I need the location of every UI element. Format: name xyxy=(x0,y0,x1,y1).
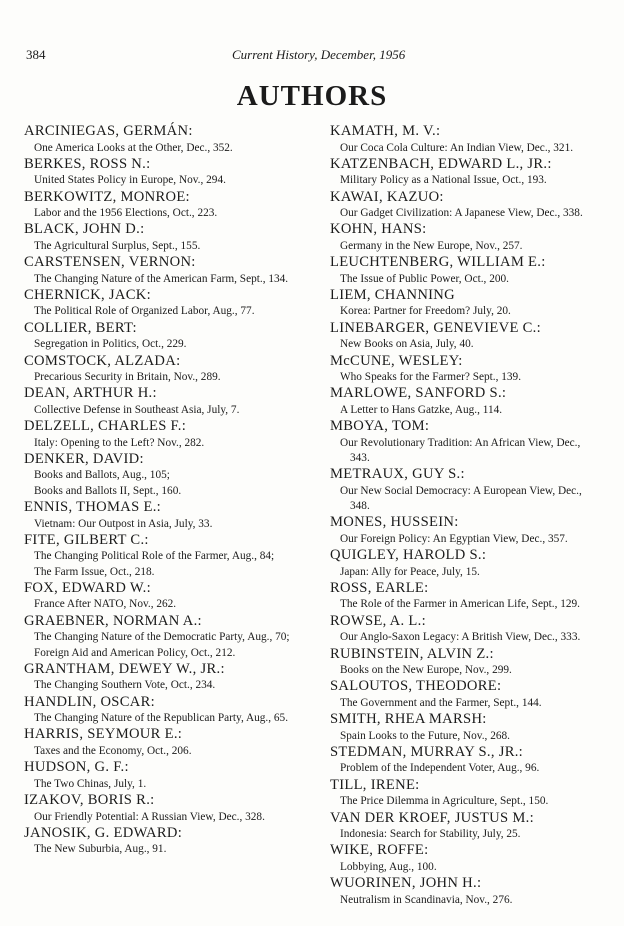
author-entry xyxy=(24,661,292,694)
article-citation: The Changing Nature of the Republican Party, Aug., 65. xyxy=(34,712,289,725)
author-entry xyxy=(24,580,292,613)
article-citation: Germany in the New Europe, Nov., 257. xyxy=(340,239,523,252)
author-entry xyxy=(330,613,598,646)
author-name: MONES, HUSSEIN: xyxy=(330,514,459,531)
article-citation: The Role of the Farmer in American Life, Sept., 129. xyxy=(340,598,580,611)
author-entry xyxy=(330,353,598,386)
author-entry xyxy=(24,694,292,727)
author-name: SMITH, RHEA MARSH: xyxy=(330,711,487,728)
author-entry xyxy=(330,777,598,810)
author-entry xyxy=(24,451,292,499)
author-entry xyxy=(330,254,598,287)
author-name: LINEBARGER, GENEVIEVE C.: xyxy=(330,319,541,336)
author-entry xyxy=(330,123,598,156)
author-entry xyxy=(24,189,292,222)
author-entry xyxy=(24,156,292,189)
article-citation: One America Looks at the Other, Dec., 352. xyxy=(34,141,233,154)
article-citation: Neutralism in Scandinavia, Nov., 276. xyxy=(340,893,513,906)
authors-column-right xyxy=(330,123,598,908)
author-entry xyxy=(24,792,292,825)
article-citation: A Letter to Hans Gatzke, Aug., 114. xyxy=(340,403,503,416)
author-entry xyxy=(330,466,598,514)
running-header xyxy=(0,44,624,66)
author-name: ROSS, EARLE: xyxy=(330,579,429,596)
article-citation: Spain Looks to the Future, Nov., 268. xyxy=(340,729,510,742)
article-citation: The Price Dilemma in Agriculture, Sept., 150. xyxy=(340,795,549,808)
article-citation: Military Policy as a National Issue, Oct., 193. xyxy=(340,174,547,187)
page-title: AUTHORS xyxy=(236,80,388,112)
author-name: QUIGLEY, HAROLD S.: xyxy=(330,547,487,564)
author-name: VAN DER KROEF, JUSTUS M.: xyxy=(330,809,534,826)
author-entry xyxy=(330,385,598,418)
author-entry xyxy=(24,353,292,386)
article-citation: Foreign Aid and American Policy, Oct., 212. xyxy=(34,646,236,659)
running-title: Current History, December, 1956 xyxy=(232,47,406,62)
author-name: DENKER, DAVID: xyxy=(24,450,144,467)
author-entry xyxy=(330,287,598,320)
author-entry xyxy=(330,189,598,222)
article-citation: Collective Defense in Southeast Asia, July, 7. xyxy=(34,403,240,416)
article-citation: France After NATO, Nov., 262. xyxy=(34,598,177,611)
article-citation: United States Policy in Europe, Nov., 294. xyxy=(34,174,226,187)
author-entry xyxy=(24,499,292,532)
author-name: FITE, GILBERT C.: xyxy=(24,531,149,548)
article-citation: The Agricultural Surplus, Sept., 155. xyxy=(34,239,201,252)
authors-column-left xyxy=(24,123,292,858)
author-name: SALOUTOS, THEODORE: xyxy=(330,678,502,695)
page-number: 384 xyxy=(26,47,46,62)
article-citation: Books on the New Europe, Nov., 299. xyxy=(340,664,512,677)
article-citation: Our Anglo-Saxon Legacy: A British View, Dec., 333. xyxy=(340,631,581,644)
author-entry xyxy=(330,547,598,580)
article-citation: Our Revolutionary Tradition: An African View, Dec., 343. xyxy=(340,436,581,464)
author-entry xyxy=(330,156,598,189)
article-citation: Our Coca Cola Culture: An Indian View, Dec., 321. xyxy=(340,141,574,154)
author-name: KATZENBACH, EDWARD L., JR.: xyxy=(330,155,552,172)
author-name: FOX, EDWARD W.: xyxy=(24,579,151,596)
author-name: HARRIS, SEYMOUR E.: xyxy=(24,726,183,743)
author-entry xyxy=(24,221,292,254)
author-name: LEUCHTENBERG, WILLIAM E.: xyxy=(330,254,546,271)
author-name: TILL, IRENE: xyxy=(330,776,420,793)
article-citation: Who Speaks for the Farmer? Sept., 139. xyxy=(340,371,522,384)
author-entry xyxy=(330,842,598,875)
author-name: GRAEBNER, NORMAN A.: xyxy=(24,612,202,629)
author-name: KAWAI, KAZUO: xyxy=(330,188,444,205)
article-citation: Books and Ballots, Aug., 105; xyxy=(34,469,170,482)
author-name: COMSTOCK, ALZADA: xyxy=(24,352,181,369)
author-name: WUORINEN, JOHN H.: xyxy=(330,875,482,892)
author-entry xyxy=(330,221,598,254)
author-entry xyxy=(24,613,292,661)
author-entry xyxy=(330,320,598,353)
author-name: BERKES, ROSS N.: xyxy=(24,155,151,172)
author-name: BLACK, JOHN D.: xyxy=(24,221,145,238)
author-name: COLLIER, BERT: xyxy=(24,319,137,336)
author-entry xyxy=(24,254,292,287)
author-name: MBOYA, TOM: xyxy=(330,418,430,435)
author-entry xyxy=(330,418,598,466)
author-name: CARSTENSEN, VERNON: xyxy=(24,254,196,271)
article-citation: The Changing Nature of the American Farm, Sept., 134. xyxy=(34,272,289,285)
author-name: STEDMAN, MURRAY S., JR.: xyxy=(330,743,524,760)
author-name: KAMATH, M. V.: xyxy=(330,123,441,139)
article-citation: The Farm Issue, Oct., 218. xyxy=(34,565,155,578)
article-citation: The Two Chinas, July, 1. xyxy=(34,777,147,790)
article-citation: Italy: Opening to the Left? Nov., 282. xyxy=(34,436,205,449)
article-citation: Taxes and the Economy, Oct., 206. xyxy=(34,744,192,757)
article-citation: Labor and the 1956 Elections, Oct., 223. xyxy=(34,207,218,220)
author-entry xyxy=(330,646,598,679)
author-entry xyxy=(330,711,598,744)
article-citation: The New Suburbia, Aug., 91. xyxy=(34,843,167,856)
author-name: CHERNICK, JACK: xyxy=(24,286,151,303)
author-name: ROWSE, A. L.: xyxy=(330,612,426,629)
article-citation: The Changing Nature of the Democratic Party, Aug., 70; xyxy=(34,631,290,644)
author-name: ENNIS, THOMAS E.: xyxy=(24,499,161,516)
author-name: ARCINIEGAS, GERMÁN: xyxy=(24,123,193,139)
article-citation: The Government and the Farmer, Sept., 144. xyxy=(340,696,542,709)
author-entry xyxy=(24,385,292,418)
author-name: KOHN, HANS: xyxy=(330,221,427,238)
article-citation: Vietnam: Our Outpost in Asia, July, 33. xyxy=(34,517,213,530)
article-citation: The Changing Political Role of the Farmer, Aug., 84; xyxy=(34,550,275,563)
author-entry xyxy=(24,287,292,320)
author-name: BERKOWITZ, MONROE: xyxy=(24,188,190,205)
author-name: IZAKOV, BORIS R.: xyxy=(24,792,155,809)
article-citation: Indonesia: Search for Stability, July, 25. xyxy=(340,828,521,841)
article-citation: Segregation in Politics, Oct., 229. xyxy=(34,338,187,351)
author-entry xyxy=(24,532,292,580)
author-name: WIKE, ROFFE: xyxy=(330,842,429,859)
article-citation: Lobbying, Aug., 100. xyxy=(340,860,437,873)
author-entry xyxy=(330,678,598,711)
author-entry xyxy=(330,875,598,908)
author-entry xyxy=(24,726,292,759)
author-name: LIEM, CHANNING xyxy=(330,286,455,303)
article-citation: Precarious Security in Britain, Nov., 289. xyxy=(34,371,221,384)
article-citation: Books and Ballots II, Sept., 160. xyxy=(34,484,182,497)
author-name: HUDSON, G. F.: xyxy=(24,759,129,776)
author-entry xyxy=(24,825,292,858)
article-citation: The Issue of Public Power, Oct., 200. xyxy=(340,272,509,285)
author-entry xyxy=(330,810,598,843)
author-name: HANDLIN, OSCAR: xyxy=(24,693,155,710)
author-name: DEAN, ARTHUR H.: xyxy=(24,385,157,402)
article-citation: Our Foreign Policy: An Egyptian View, Dec., 357. xyxy=(340,532,568,545)
article-citation: Our Gadget Civilization: A Japanese View, Dec., 338. xyxy=(340,207,583,220)
author-entry xyxy=(24,320,292,353)
author-entry xyxy=(24,759,292,792)
author-name: DELZELL, CHARLES F.: xyxy=(24,418,187,435)
author-entry xyxy=(24,418,292,451)
author-entry xyxy=(24,123,292,156)
article-citation: The Political Role of Organized Labor, Aug., 77. xyxy=(34,305,255,318)
article-citation: Our Friendly Potential: A Russian View, Dec., 328. xyxy=(34,810,265,823)
article-citation: Japan: Ally for Peace, July, 15. xyxy=(340,565,480,578)
author-name: METRAUX, GUY S.: xyxy=(330,466,465,483)
author-entry xyxy=(330,580,598,613)
author-entry xyxy=(330,514,598,547)
article-citation: Problem of the Independent Voter, Aug., 96. xyxy=(340,762,540,775)
article-citation: Korea: Partner for Freedom? July, 20. xyxy=(340,305,511,318)
article-citation: Our New Social Democracy: A European View, Dec., 348. xyxy=(340,484,582,513)
author-entry xyxy=(330,744,598,777)
author-name: McCUNE, WESLEY: xyxy=(330,352,463,369)
article-citation: The Changing Southern Vote, Oct., 234. xyxy=(34,679,216,692)
article-citation: New Books on Asia, July, 40. xyxy=(340,338,474,351)
author-name: GRANTHAM, DEWEY W., JR.: xyxy=(24,660,225,677)
author-name: MARLOWE, SANFORD S.: xyxy=(330,385,507,402)
author-name: RUBINSTEIN, ALVIN Z.: xyxy=(330,645,494,662)
author-name: JANOSIK, G. EDWARD: xyxy=(24,824,183,841)
